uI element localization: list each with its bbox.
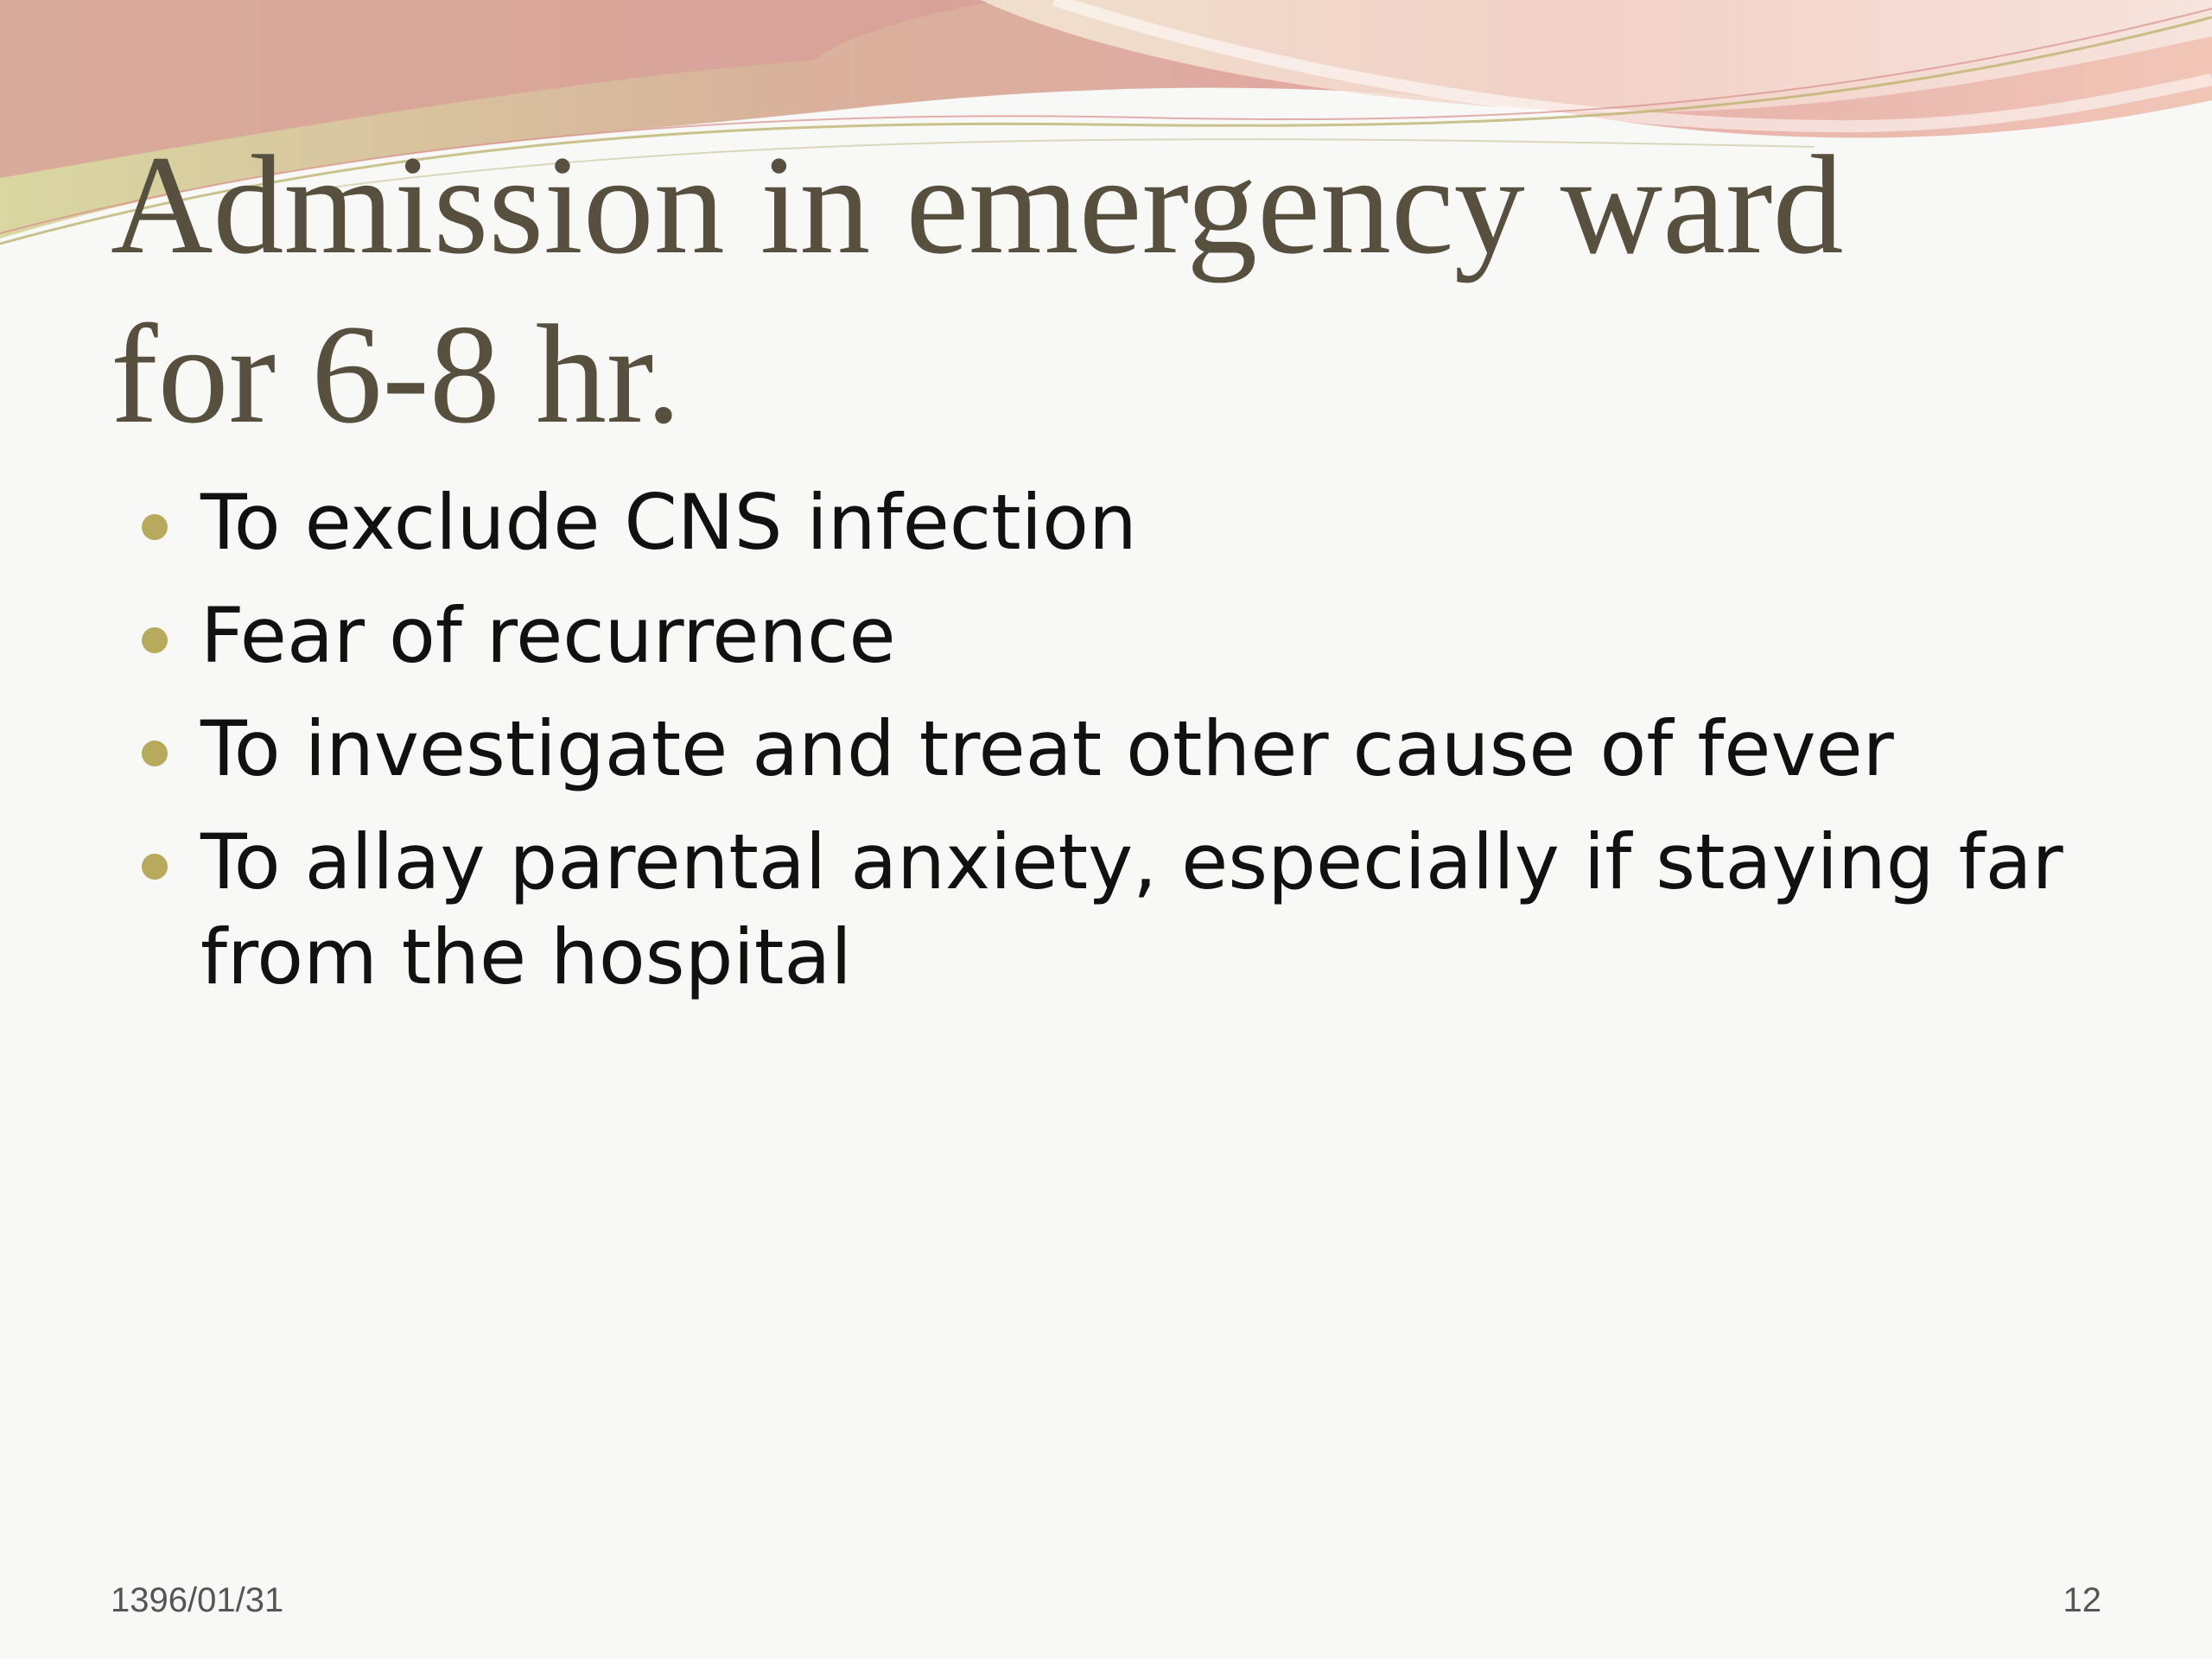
bullet-text: To allay parental anxiety, especially if staying far from the hospital (200, 817, 2063, 1001)
slide-title: Admission in emergency ward for 6-8 hr. (111, 127, 1844, 453)
bullet-dot-icon (142, 854, 168, 880)
bullet-item (138, 588, 2108, 683)
bullet-text: To exclude CNS infection (200, 478, 1137, 567)
bullet-dot-icon (142, 741, 168, 766)
bullet-dot-icon (142, 627, 168, 653)
bullet-text: To investigate and treat other cause of fever (200, 704, 1894, 793)
bullet-dot-icon (142, 514, 168, 540)
bullet-item (138, 702, 2108, 797)
footer-date: 1396/01/31 (111, 1581, 284, 1619)
bullet-text: Fear of recurrence (200, 591, 896, 680)
page-number: 12 (2063, 1581, 2101, 1619)
bullet-item (138, 815, 2108, 1005)
bullet-item (138, 475, 2108, 570)
bullet-list (138, 475, 2108, 1023)
